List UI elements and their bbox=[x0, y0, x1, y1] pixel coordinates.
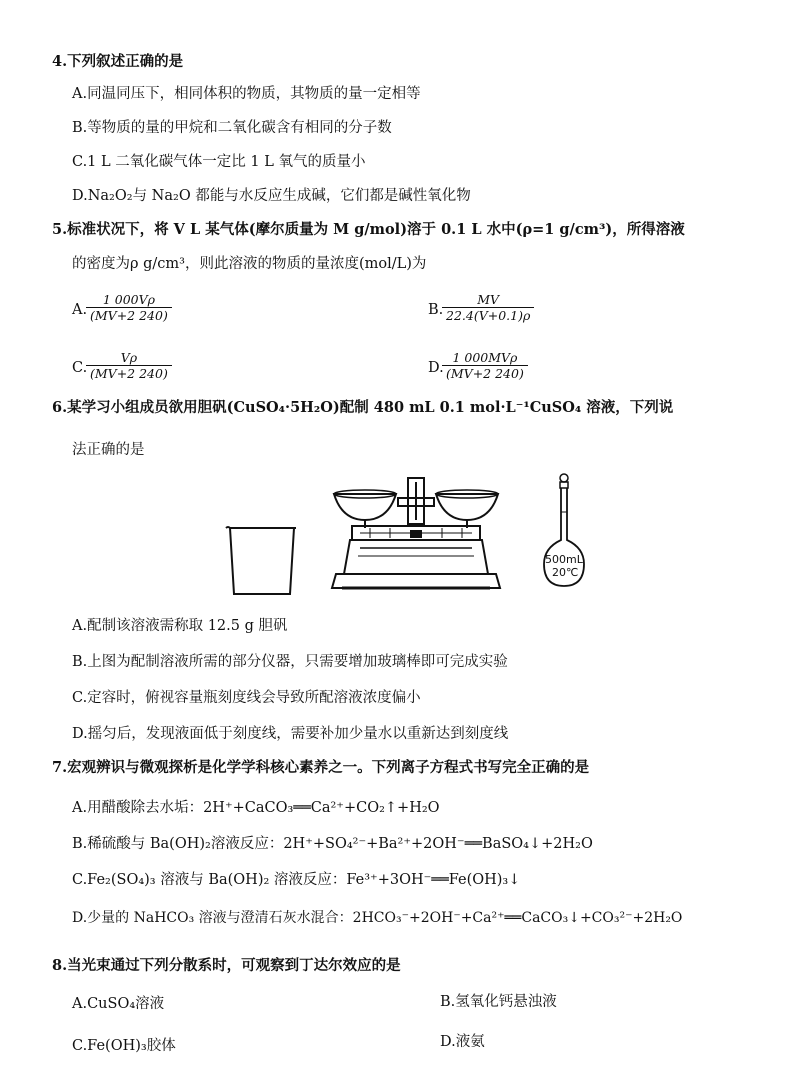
q5-option-c-numerator: Vρ bbox=[120, 350, 138, 365]
q4-option-d: D.Na₂O₂与 Na₂O 都能与水反应生成碱，它们都是碱性氧化物 bbox=[72, 188, 471, 204]
q8-stem: 8.当光束通过下列分散系时，可观察到丁达尔效应的是 bbox=[52, 957, 401, 974]
flask-label-temperature: 20℃ bbox=[552, 566, 579, 579]
q5-option-a-label: A. bbox=[72, 302, 88, 318]
q5-stem-line1: 5.标准状况下，将 V L 某气体(摩尔质量为 M g/mol)溶于 0.1 L 水中(ρ=1 g/cm³)，所得溶液 bbox=[52, 221, 685, 238]
q7-option-c: C.Fe₂(SO₄)₃ 溶液与 Ba(OH)₂ 溶液反应：Fe³⁺+3OH⁻══Fe(OH)₃↓ bbox=[72, 872, 521, 888]
q7-option-a: A.用醋酸除去水垢：2H⁺+CaCO₃══Ca²⁺+CO₂↑+H₂O bbox=[72, 800, 440, 816]
q8-option-b: B.氢氧化钙悬浊液 bbox=[440, 994, 557, 1010]
q5-option-b-fraction bbox=[442, 292, 534, 323]
flask-label-volume: 500mL bbox=[545, 553, 583, 566]
q4-option-c: C.1 L 二氧化碳气体一定比 1 L 氧气的质量小 bbox=[72, 154, 366, 170]
q8-option-a: A.CuSO₄溶液 bbox=[72, 996, 165, 1012]
q5-option-c-label: C. bbox=[72, 360, 88, 376]
q5-option-d-denominator: (MV+2 240) bbox=[442, 365, 528, 381]
q7-option-b: B.稀硫酸与 Ba(OH)₂溶液反应：2H⁺+SO₄²⁻+Ba²⁺+2OH⁻══BaSO₄↓+2H₂O bbox=[72, 836, 593, 852]
q6-option-c: C.定容时，俯视容量瓶刻度线会导致所配溶液浓度偏小 bbox=[72, 690, 421, 706]
q7-stem: 7.宏观辨识与微观探析是化学学科核心素养之一。下列离子方程式书写完全正确的是 bbox=[52, 759, 590, 776]
q5-option-d-numerator: 1 000MVρ bbox=[452, 350, 518, 365]
balance-scale-icon bbox=[330, 476, 502, 594]
q5-option-b-label: B. bbox=[428, 302, 444, 318]
q6-option-b: B.上图为配制溶液所需的部分仪器，只需要增加玻璃棒即可完成实验 bbox=[72, 654, 508, 670]
q5-option-b-numerator: MV bbox=[477, 292, 500, 307]
q8-option-c: C.Fe(OH)₃胶体 bbox=[72, 1038, 176, 1054]
q5-option-a-fraction bbox=[86, 292, 172, 323]
q4-option-b: B.等物质的量的甲烷和二氧化碳含有相同的分子数 bbox=[72, 120, 392, 136]
q8-option-d: D.液氨 bbox=[440, 1034, 485, 1050]
q7-option-d: D.少量的 NaHCO₃ 溶液与澄清石灰水混合：2HCO₃⁻+2OH⁻+Ca²⁺══CaCO₃↓+CO₃²⁻+2H₂O bbox=[72, 910, 683, 926]
q5-option-c-denominator: (MV+2 240) bbox=[86, 365, 172, 381]
q5-option-d-label: D. bbox=[428, 360, 444, 376]
q5-stem-line2: 的密度为ρ g/cm³，则此溶液的物质的量浓度(mol/L)为 bbox=[72, 256, 427, 272]
beaker-icon bbox=[224, 522, 300, 598]
q6-option-d: D.摇匀后，发现液面低于刻度线，需要补加少量水以重新达到刻度线 bbox=[72, 726, 509, 742]
q6-stem-line1: 6.某学习小组成员欲用胆矾(CuSO₄·5H₂O)配制 480 mL 0.1 mol·L⁻¹CuSO₄ 溶液，下列说 bbox=[52, 399, 674, 416]
q6-option-a: A.配制该溶液需称取 12.5 g 胆矾 bbox=[72, 618, 288, 634]
q5-option-a-denominator: (MV+2 240) bbox=[86, 307, 172, 323]
q5-option-b-denominator: 22.4(V+0.1)ρ bbox=[442, 307, 534, 323]
q5-option-a-numerator: 1 000Vρ bbox=[102, 292, 155, 307]
q4-stem: 4.下列叙述正确的是 bbox=[52, 53, 184, 70]
q6-stem-line2: 法正确的是 bbox=[72, 442, 145, 458]
q5-option-d-fraction bbox=[442, 350, 528, 381]
q4-option-a: A.同温同压下，相同体积的物质，其物质的量一定相等 bbox=[72, 86, 421, 102]
q5-option-c-fraction bbox=[86, 350, 172, 381]
